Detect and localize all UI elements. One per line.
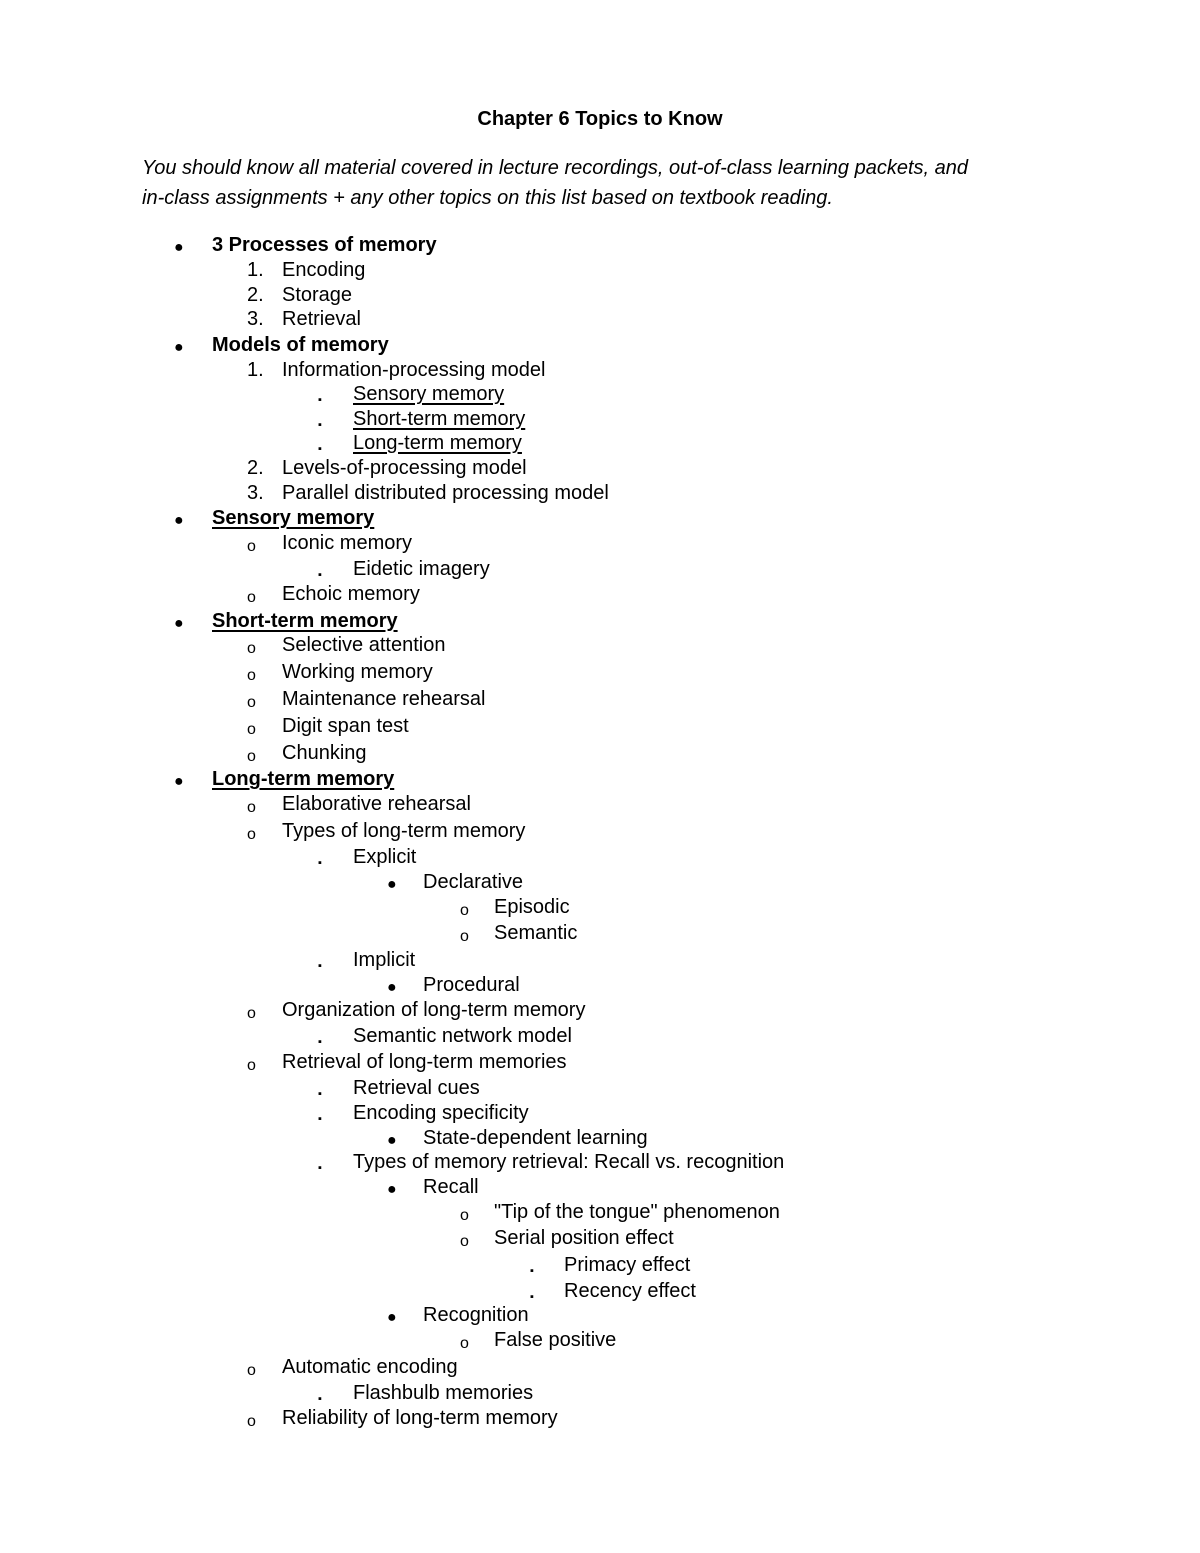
outline-item-text: Working memory [282,661,433,683]
outline-item-marker: o [460,1233,469,1250]
outline-item-marker: ● [387,1181,397,1198]
outline-item-text: Short-term memory [212,610,398,632]
outline-item-text: Iconic memory [282,532,413,554]
outline-item-marker: 3. [247,308,264,330]
outline-item-marker: ▪ [318,1393,322,1405]
outline-item-text: Elaborative rehearsal [282,793,471,815]
outline-item-text: Recall [423,1176,479,1198]
outline-item-text: Digit span test [282,715,409,737]
outline-item-text: Encoding specificity [353,1102,529,1124]
outline-item-text: Long-term memory [353,432,522,454]
outline-item-text: Long-term memory [212,768,395,790]
outline-item-marker: ▪ [318,419,322,431]
outline-item-marker: o [247,799,256,816]
outline-item-marker: ● [174,773,184,790]
outline-item-marker: ● [387,1132,397,1149]
outline-item-text: Implicit [353,949,416,971]
outline-item-marker: o [247,640,256,657]
outline-item-text: Sensory memory [212,507,375,529]
outline-item-text: Recency effect [564,1280,696,1302]
outline-item-text: Retrieval of long-term memories [282,1051,567,1073]
outline-item-marker: 1. [247,259,264,281]
outline-item-text: State-dependent learning [423,1127,648,1149]
outline-item-marker: o [247,1005,256,1022]
outline-item-marker: o [247,1362,256,1379]
outline-item-marker: ▪ [530,1291,534,1303]
outline-item-marker: o [247,1057,256,1074]
outline-item-marker: ▪ [318,960,322,972]
outline-item-marker: o [247,1413,256,1430]
outline-item-text: Declarative [423,871,524,893]
outline-item-marker: 3. [247,482,264,504]
outline-item-marker: ▪ [318,1113,322,1125]
outline-item-text: Echoic memory [282,583,420,605]
outline-item-marker: o [247,721,256,738]
outline-item-marker: ▪ [318,1036,322,1048]
outline-item-text: Eidetic imagery [353,558,490,580]
outline-item-marker: o [247,748,256,765]
outline-item-marker: 1. [247,359,264,381]
outline-item-marker: ▪ [318,1162,322,1174]
outline-item-text: Models of memory [212,334,389,356]
outline-item-marker: o [460,902,469,919]
outline-item-marker: ▪ [530,1265,534,1277]
outline-item-text: Retrieval [282,308,361,330]
outline-item-marker: o [247,589,256,606]
outline-item-text: Levels-of-processing model [282,457,527,479]
outline-item-marker: ▪ [318,569,322,581]
outline-item-text: Selective attention [282,634,446,656]
outline-item-text: Short-term memory [353,408,526,430]
outline-item-text: Storage [282,284,353,306]
outline-item-marker: 2. [247,457,264,479]
outline-item-text: Episodic [494,896,570,918]
outline-item-text: Recognition [423,1304,529,1326]
outline-item-text: Chunking [282,742,367,764]
outline-item-marker: ● [387,1309,397,1326]
outline-item-text: Semantic network model [353,1025,572,1047]
outline-item-marker: ● [174,339,184,356]
outline-item-marker: ▪ [318,394,322,406]
outline-item-text: Procedural [423,974,520,996]
outline-item-marker: ● [174,239,184,256]
outline-item-marker: ● [174,512,184,529]
outline-item-text: Retrieval cues [353,1077,480,1099]
outline-item-text: "Tip of the tongue" phenomenon [494,1201,780,1223]
outline-item-text: Flashbulb memories [353,1382,534,1404]
document-title: Chapter 6 Topics to Know [477,108,723,130]
outline-item-marker: o [247,538,256,555]
outline-item-marker: ▪ [318,857,322,869]
outline-item-text: Information-processing model [282,359,546,381]
outline-item-marker: 2. [247,284,264,306]
outline-item-text: Automatic encoding [282,1356,458,1378]
outline-item-text: Sensory memory [353,383,505,405]
outline-item-marker: o [460,928,469,945]
intro-line-2: in-class assignments + any other topics on this list based on textbook reading. [142,187,833,209]
outline-item-text: 3 Processes of memory [212,234,437,256]
outline-item-marker: o [460,1207,469,1224]
outline-item-text: Types of long-term memory [282,820,526,842]
outline-item-marker: ▪ [318,1088,322,1100]
outline-item-marker: ● [174,615,184,632]
outline-item-text: Maintenance rehearsal [282,688,486,710]
outline-item-text: Serial position effect [494,1227,674,1249]
outline-item-marker: o [247,667,256,684]
outline-item-text: Semantic [494,922,578,944]
outline-item-text: Types of memory retrieval: Recall vs. recognition [353,1151,785,1173]
outline-item-text: Explicit [353,846,417,868]
outline-item-marker: o [247,694,256,711]
outline-item-text: Parallel distributed processing model [282,482,609,504]
outline-item-text: Primacy effect [564,1254,691,1276]
outline-item-text: Reliability of long-term memory [282,1407,558,1429]
outline-item-marker: ▪ [318,443,322,455]
outline-item-marker: ● [387,979,397,996]
intro-line-1: You should know all material covered in lecture recordings, out-of-class learning packets, and [142,157,968,179]
outline-item-marker: ● [387,876,397,893]
outline-item-text: False positive [494,1329,617,1351]
outline-item-text: Encoding [282,259,366,281]
outline-item-marker: o [247,826,256,843]
outline-item-marker: o [460,1335,469,1352]
outline-item-text: Organization of long-term memory [282,999,586,1021]
